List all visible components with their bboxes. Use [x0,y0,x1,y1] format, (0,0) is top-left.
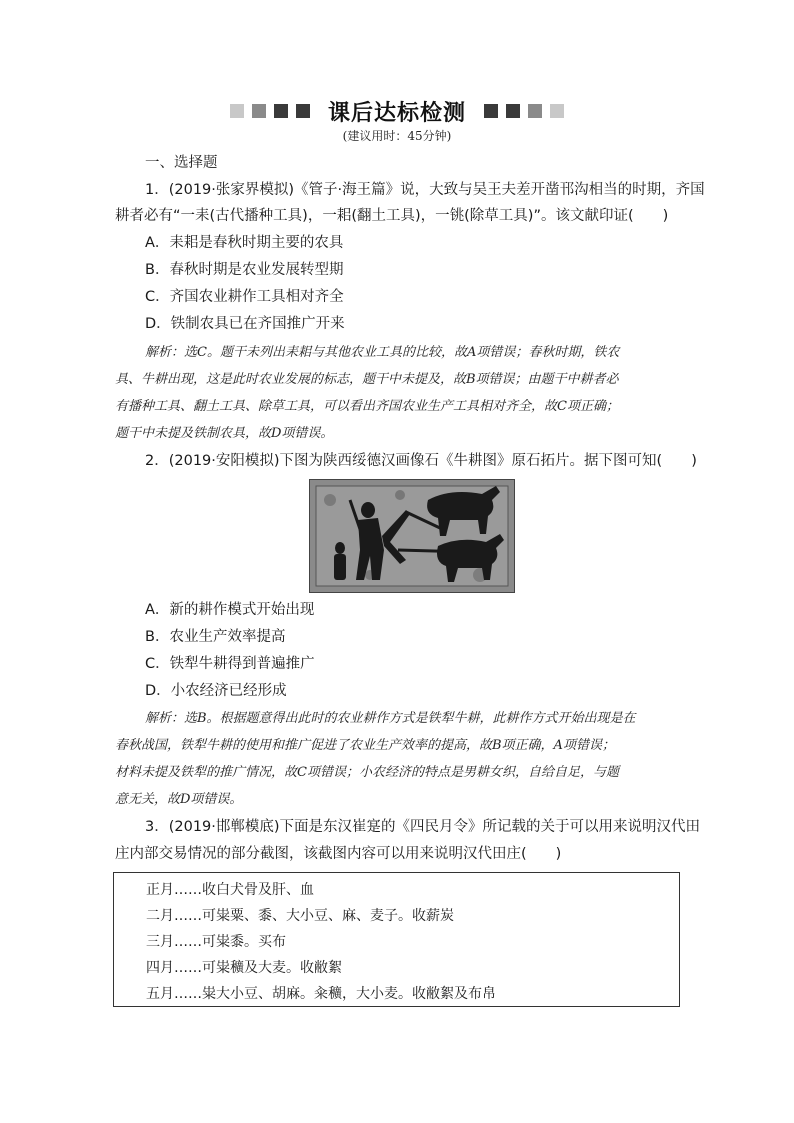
question-3-stem-line1: 3．(2019·邯郸模底)下面是东汉崔寔的《四民月令》所记载的关于可以用来说明汉代田 [145,819,701,835]
excerpt-row-5: 五月……粜大小豆、胡麻。籴穬，大小麦。收敝絮及布帛 [146,986,496,1002]
excerpt-row-4: 四月……可粜穬及大麦。收敝絮 [146,960,342,976]
question-1-analysis-line3: 有播种工具、翻土工具、除草工具，可以看出齐国农业生产工具相对齐全，故C项正确； [115,399,619,414]
ox-plowing-rubbing-drawing [310,480,514,592]
question-2-stem: 2．(2019·安阳模拟)下图为陕西绥德汉画像石《牛耕图》原石拓片。据下图可知( ) [145,453,697,469]
question-2-option-b: B．农业生产效率提高 [145,629,286,645]
question-2-analysis-line1: 解析：选B。根据题意得出此时的农业耕作方式是铁犁牛耕，此耕作方式开始出现是在 [145,711,636,726]
ox-plowing-rubbing-image [309,479,515,593]
question-1-analysis-line4: 题干中未提及铁制农具，故D项错误。 [115,426,334,441]
decor-square [550,104,564,118]
question-2-option-c: C．铁犁牛耕得到普遍推广 [145,656,315,672]
question-1-option-b: B．春秋时期是农业发展转型期 [145,262,344,278]
question-2-analysis-line2: 春秋战国，铁犁牛耕的使用和推广促进了农业生产效率的提高，故B项正确，A项错误； [115,738,615,753]
title-row [0,96,794,126]
decor-square [230,104,244,118]
excerpt-table [113,872,680,1007]
decor-square [506,104,520,118]
suggested-time: (建议用时：45分钟) [342,129,452,143]
section-heading: 一、选择题 [145,155,218,171]
decor-square [528,104,542,118]
excerpt-row-3: 三月……可粜黍。买布 [146,934,286,950]
question-2-option-a: A．新的耕作模式开始出现 [145,602,315,618]
excerpt-row-2: 二月……可粜粟、黍、大小豆、麻、麦子。收薪炭 [146,908,454,924]
question-1-option-c: C．齐国农业耕作工具相对齐全 [145,289,344,305]
question-2-analysis-line3: 材料未提及铁犁的推广情况，故C项错误；小农经济的特点是男耕女织，自给自足，与题 [115,765,619,780]
question-1-analysis-line2: 具、牛耕出现，这是此时农业发展的标志，题干中未提及，故B项错误；由题干中耕者必 [115,372,619,387]
decor-square [252,104,266,118]
question-1-stem-line1: 1．(2019·张家界模拟)《管子·海王篇》说，大致与吴王夫差开凿邗沟相当的时期，齐国 [145,182,705,198]
decor-square [274,104,288,118]
question-2-option-d: D．小农经济已经形成 [145,683,287,699]
question-1-option-a: A．耒耜是春秋时期主要的农具 [145,235,344,251]
question-2-analysis-line4: 意无关，故D项错误。 [115,792,243,807]
decor-square [296,104,310,118]
question-1-option-d: D．铁制农具已在齐国推广开来 [145,316,345,332]
question-1-stem-line2: 耕者必有“一耒(古代播种工具)，一耜(翻土工具)，一铫(除草工具)”。该文献印证( ) [115,208,669,224]
decor-square [484,104,498,118]
excerpt-row-1: 正月……收白犬骨及肝、血 [146,882,314,898]
question-1-analysis-line1: 解析：选C。题干未列出耒耜与其他农业工具的比较，故A项错误；春秋时期，铁农 [145,345,620,360]
page-title: 课后达标检测 [327,100,466,126]
question-3-stem-line2: 庄内部交易情况的部分截图，该截图内容可以用来说明汉代田庄( ) [115,846,562,862]
